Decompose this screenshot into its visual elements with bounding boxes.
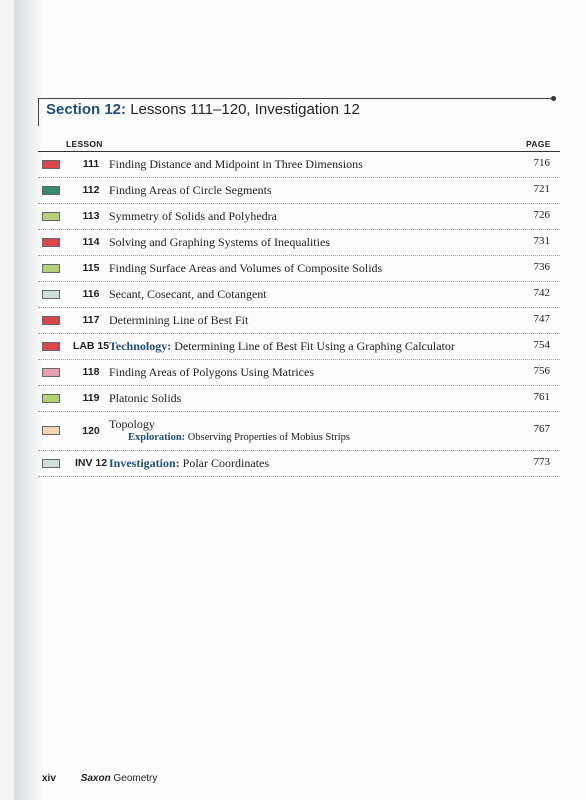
- lesson-number: 114: [82, 236, 100, 248]
- table-row: [38, 256, 560, 282]
- lesson-title-text: Finding Areas of Polygons Using Matrices: [109, 365, 314, 379]
- page-ref: 756: [533, 365, 550, 377]
- page-ref: 767: [533, 423, 550, 435]
- table-row: [38, 334, 560, 360]
- lesson-title: [109, 339, 455, 354]
- page-ref: 773: [533, 456, 550, 468]
- lesson-title-text: Polar Coordinates: [182, 456, 269, 470]
- lesson-title-text: Finding Distance and Midpoint in Three Dimensions: [109, 157, 363, 171]
- lesson-title: [109, 365, 314, 380]
- page-ref: 716: [533, 157, 550, 169]
- lesson-number: LAB 15: [72, 340, 110, 352]
- table-row: [38, 204, 560, 230]
- lesson-number: 119: [82, 392, 100, 404]
- table-row: [38, 151, 560, 178]
- lesson-title: [109, 313, 248, 328]
- section-name: Lessons 111–120, Investigation 12: [130, 101, 360, 118]
- subtitle-keyword: Exploration:: [128, 432, 186, 443]
- color-swatch: [42, 459, 60, 468]
- page-ref: 736: [533, 261, 550, 273]
- column-header-lesson: LESSON: [66, 139, 103, 149]
- header-rule-dot: [551, 96, 556, 101]
- lesson-number: 120: [82, 425, 100, 437]
- color-swatch: [42, 368, 60, 377]
- lesson-title-text: Determining Line of Best Fit Using a Graphing Calculator: [174, 339, 455, 353]
- lesson-title-text: Solving and Graphing Systems of Inequalities: [109, 235, 330, 249]
- color-swatch: [42, 394, 60, 403]
- lesson-title: [109, 157, 363, 172]
- lesson-table: [38, 151, 560, 477]
- lesson-number: 112: [82, 184, 100, 196]
- lesson-title: [109, 417, 155, 432]
- lesson-number: INV 12: [74, 457, 108, 469]
- color-swatch: [42, 238, 60, 247]
- subtitle-text: Observing Properties of Mobius Strips: [187, 432, 350, 443]
- table-row: [38, 230, 560, 256]
- table-row: [38, 412, 560, 451]
- brand-name: Saxon: [80, 773, 111, 784]
- page-ref: 721: [533, 183, 550, 195]
- color-swatch: [42, 264, 60, 273]
- color-swatch: [42, 160, 60, 169]
- page-ref: 754: [533, 339, 550, 351]
- lesson-title-text: Secant, Cosecant, and Cotangent: [109, 287, 267, 301]
- page-number: xiv: [42, 773, 56, 784]
- column-header-page: PAGE: [526, 139, 551, 149]
- lesson-subtitle: [128, 432, 350, 443]
- table-row: [38, 308, 560, 334]
- color-swatch: [42, 212, 60, 221]
- lesson-title: [109, 456, 269, 471]
- page-ref: 742: [533, 287, 550, 299]
- lesson-title: [109, 235, 330, 250]
- lesson-title: [109, 209, 277, 224]
- lesson-title-text: Finding Surface Areas and Volumes of Composite Solids: [109, 261, 383, 275]
- lesson-title-text: Platonic Solids: [109, 391, 182, 405]
- page-ref: 726: [533, 209, 550, 221]
- color-swatch: [42, 342, 60, 351]
- table-row: [38, 282, 560, 308]
- color-swatch: [42, 426, 60, 435]
- page-ref: 731: [533, 235, 550, 247]
- lesson-type-keyword: Technology:: [109, 339, 172, 353]
- page-footer: [42, 773, 157, 784]
- section-label: Section 12:: [46, 101, 127, 118]
- section-title: [46, 101, 360, 118]
- table-row: [38, 386, 560, 412]
- header-rule-horizontal: [38, 98, 554, 99]
- lesson-title: [109, 261, 382, 276]
- table-row: [38, 360, 560, 386]
- lesson-number: 115: [82, 262, 100, 274]
- lesson-number: 113: [82, 210, 100, 222]
- color-swatch: [42, 186, 60, 195]
- table-row: [38, 451, 560, 477]
- lesson-title: [109, 183, 272, 198]
- lesson-number: 116: [82, 288, 100, 300]
- lesson-number: 111: [82, 158, 100, 170]
- lesson-title-text: Determining Line of Best Fit: [109, 313, 249, 327]
- lesson-title-text: Topology: [109, 417, 155, 431]
- lesson-number: 117: [82, 314, 100, 326]
- page-ref: 761: [533, 391, 550, 403]
- table-row: [38, 178, 560, 204]
- page-ref: 747: [533, 313, 550, 325]
- lesson-type-keyword: Investigation:: [109, 456, 180, 470]
- color-swatch: [42, 316, 60, 325]
- section-header: [38, 92, 554, 126]
- lesson-title-text: Finding Areas of Circle Segments: [109, 183, 272, 197]
- lesson-title: [109, 391, 181, 406]
- lesson-title-text: Symmetry of Solids and Polyhedra: [109, 209, 277, 223]
- lesson-number: 118: [82, 366, 100, 378]
- lesson-title: [109, 287, 267, 302]
- header-rule-vertical: [38, 98, 39, 126]
- color-swatch: [42, 290, 60, 299]
- book-name: Geometry: [113, 773, 158, 784]
